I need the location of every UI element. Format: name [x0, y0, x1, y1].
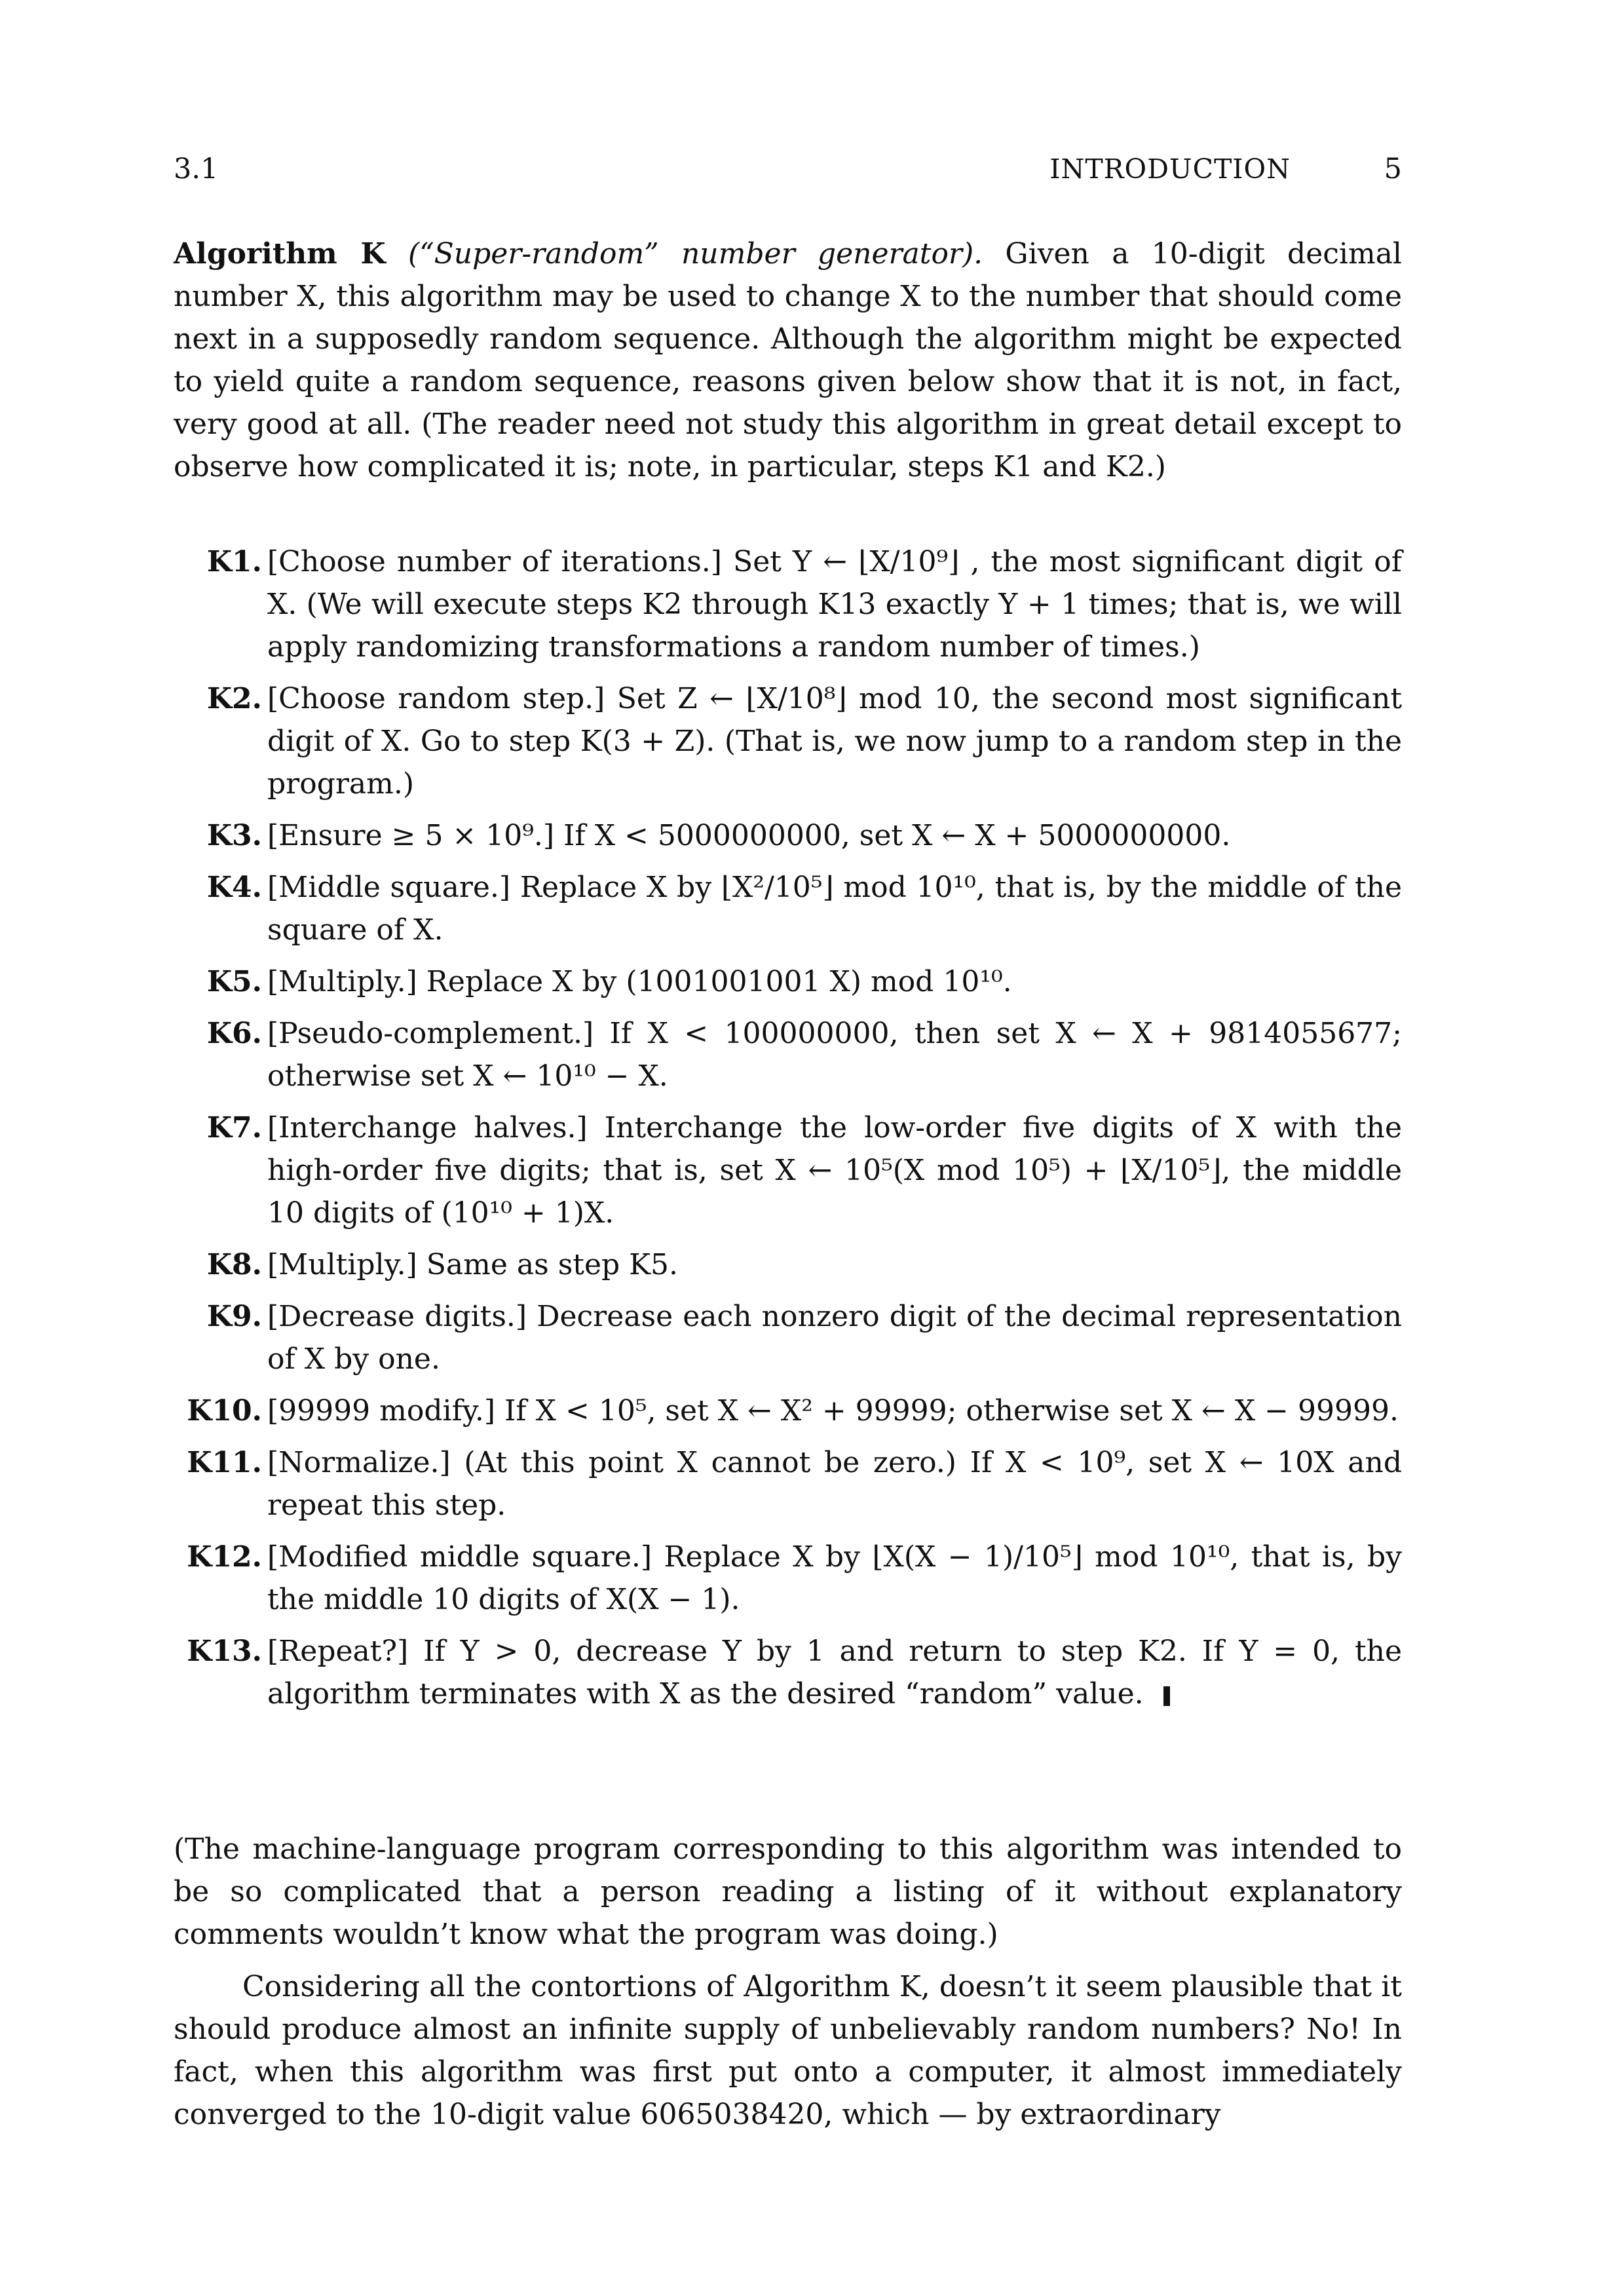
end-of-algorithm-mark: [1163, 1686, 1170, 1706]
step-label: K11.: [187, 1446, 262, 1479]
step-label: K3.: [206, 819, 262, 852]
step-k5: [174, 960, 1402, 1003]
step-text: [Interchange halves.] Interchange the low-order five digits of X with the high-order five digits; that is, set X ← 10⁵(X mod 10⁵) + ⌊X/10⁵⌋, the middle 10 digits of (10¹⁰ + 1)X.: [267, 1111, 1402, 1230]
step-text: [Pseudo-complement.] If X < 100000000, then set X ← X + 9814055677; otherwise set X ← 10¹⁰ − X.: [267, 1017, 1402, 1093]
step-k4: [174, 866, 1402, 951]
algorithm-description: Given a 10-digit decimal number X, this algorithm may be used to change X to the number that should come next in a supposedly random sequence. Although the algorithm might be expected to yield quite a random sequence, reasons given below show that it is not, in fact, very good at all. (The reader need not study this algorithm in great detail except to observe how complicated it is; note, in particular, steps K1 and K2.): [174, 237, 1402, 483]
step-label: K4.: [206, 871, 262, 904]
step-text: [99999 modify.] If X < 10⁵, set X ← X² + 99999; otherwise set X ← X − 99999.: [267, 1394, 1399, 1428]
step-text: [Choose number of iterations.] Set Y ← ⌊X/10⁹⌋ , the most significant digit of X. (We will execute steps K2 through K13 exactly Y + 1 times; that is, we will apply randomizing transformations a random number of times.): [267, 545, 1402, 664]
step-text: [Normalize.] (At this point X cannot be zero.) If X < 10⁹, set X ← 10X and repeat this step.: [267, 1446, 1402, 1522]
discussion-paragraph: Considering all the contortions of Algorithm K, doesn’t it seem plausible that it should produce almost an infinite supply of unbelievably random numbers? No! In fact, when this algorithm was first put onto a computer, it almost immediately converged to the 10-digit value 6065038420, which — by extraordinary: [174, 1970, 1402, 2131]
algorithm-title: (“Super-random” number generator).: [407, 237, 983, 271]
step-text: [Middle square.] Replace X by ⌊X²/10⁵⌋ mod 10¹⁰, that is, by the middle of the square of X.: [267, 871, 1402, 947]
step-k12: [174, 1536, 1402, 1621]
step-label: K7.: [206, 1111, 262, 1145]
step-label: K8.: [206, 1248, 262, 1281]
step-label: K6.: [206, 1017, 262, 1050]
step-label: K2.: [206, 682, 262, 715]
step-k8: [174, 1243, 1402, 1286]
step-text: [Choose random step.] Set Z ← ⌊X/10⁸⌋ mod 10, the second most significant digit of X. Go to step K(3 + Z). (That is, we now jump to a random step in the program.): [267, 682, 1402, 801]
step-label: K1.: [206, 545, 262, 578]
book-page: [174, 0, 1402, 2293]
algorithm-label: Algorithm K: [174, 237, 386, 271]
page-number: 5: [1384, 153, 1402, 185]
step-k7: [174, 1107, 1402, 1234]
algorithm-steps: [174, 540, 1402, 1724]
step-label: K5.: [206, 965, 262, 998]
program-note-paragraph: (The machine-language program corresponding to this algorithm was intended to be so complicated that a person reading a listing of it without explanatory comments wouldn’t know what the program was doing.): [174, 1832, 1402, 1951]
step-text: [Decrease digits.] Decrease each nonzero digit of the decimal representation of X by one.: [267, 1300, 1402, 1376]
step-text: [Multiply.] Replace X by (1001001001 X) mod 10¹⁰.: [267, 965, 1012, 998]
step-text: [Ensure ≥ 5 × 10⁹.] If X < 5000000000, set X ← X + 5000000000.: [267, 819, 1231, 852]
step-k3: [174, 814, 1402, 857]
step-k9: [174, 1295, 1402, 1380]
step-k1: [174, 540, 1402, 668]
step-text: [Modified middle square.] Replace X by ⌊X(X − 1)/10⁵⌋ mod 10¹⁰, that is, by the middle 10 digits of X(X − 1).: [267, 1540, 1402, 1616]
step-k10: [174, 1390, 1402, 1432]
step-label: K10.: [187, 1394, 262, 1428]
step-text: [Repeat?] If Y > 0, decrease Y by 1 and return to step K2. If Y = 0, the algorithm terminates with X as the desired “random” value.: [267, 1635, 1402, 1711]
algorithm-intro-paragraph: [174, 233, 1402, 488]
step-k6: [174, 1012, 1402, 1097]
section-number: 3.1: [174, 153, 219, 185]
step-label: K12.: [187, 1540, 262, 1574]
step-label: K9.: [206, 1300, 262, 1333]
step-label: K13.: [187, 1635, 262, 1668]
running-header: [174, 149, 1402, 189]
step-k13: [174, 1630, 1402, 1715]
step-text: [Multiply.] Same as step K5.: [267, 1248, 678, 1281]
step-k11: [174, 1441, 1402, 1526]
step-k2: [174, 677, 1402, 805]
chapter-title: INTRODUCTION: [1049, 153, 1291, 185]
